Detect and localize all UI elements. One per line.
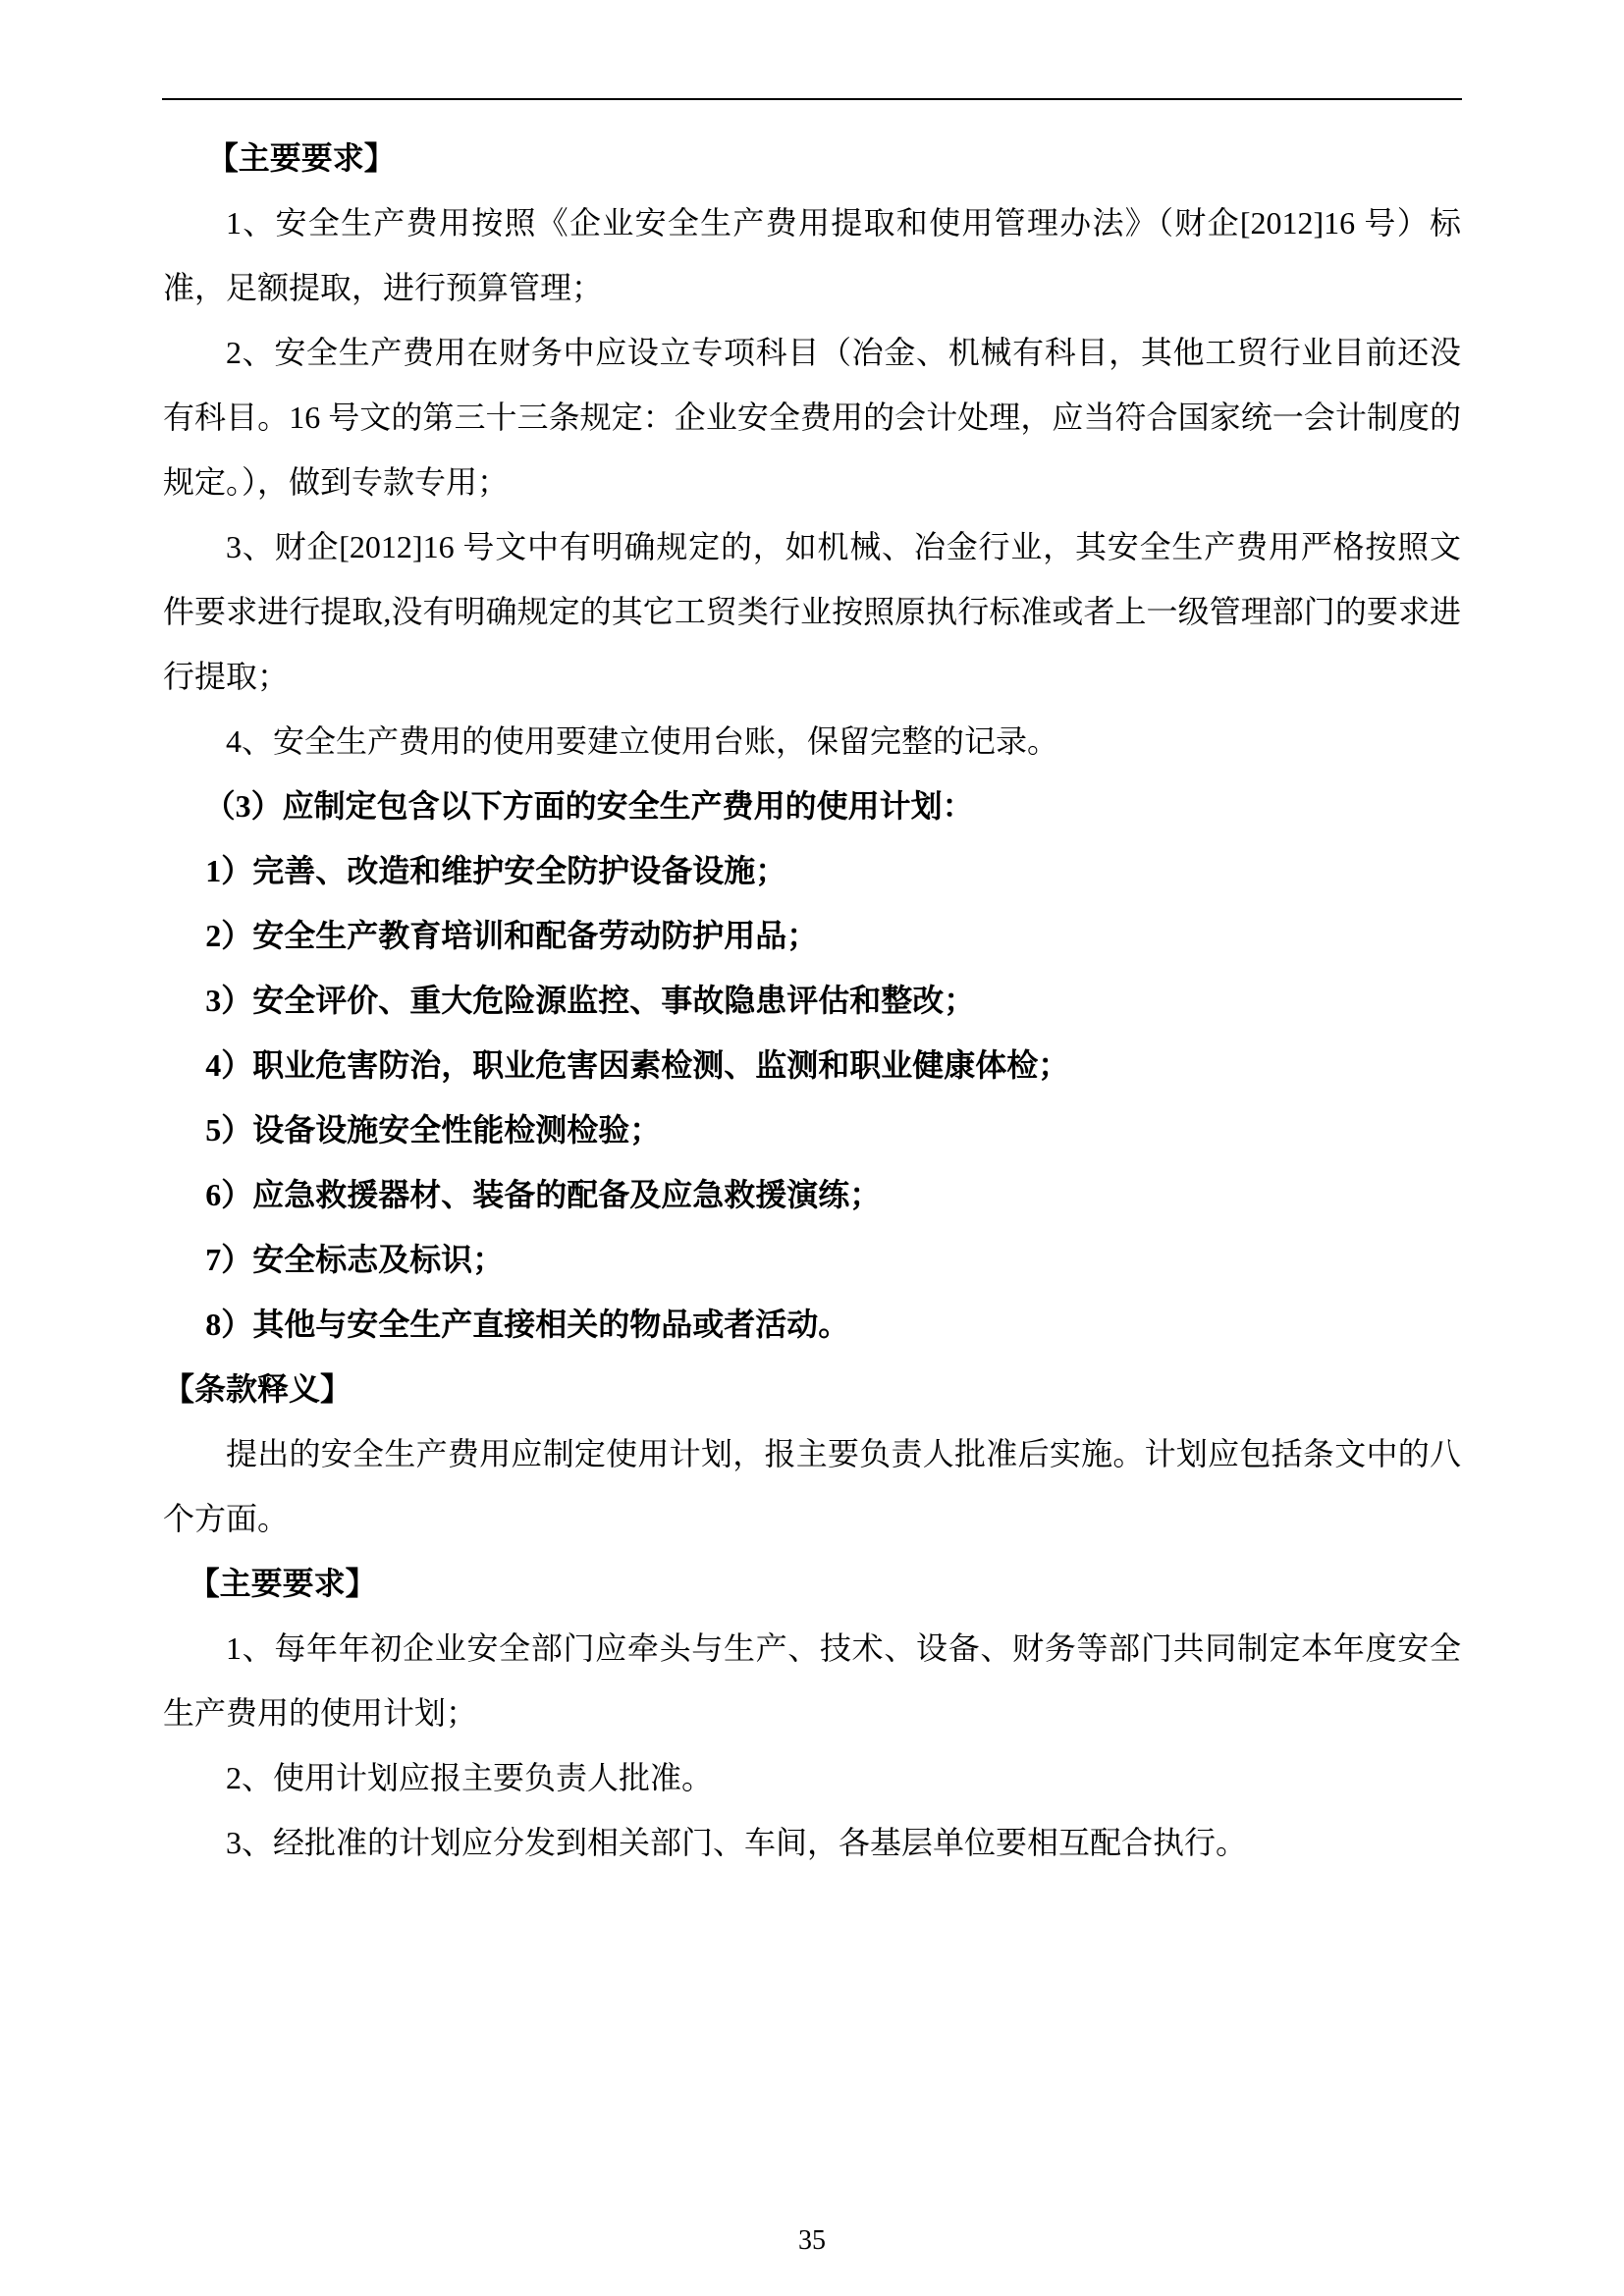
list-item: 4）职业危害防治，职业危害因素检测、监测和职业健康体检； [205, 1047, 1070, 1083]
paragraph: 3、经批准的计划应分发到相关部门、车间，各基层单位要相互配合执行。 [226, 1825, 1248, 1860]
paragraph: 3、财企[2012]16 号文中有明确规定的，如机械、冶金行业，其安全生产费用严格按照文件要求进行提取,没有明确规定的其它工贸类行业按照原执行标准或者上一级管理部门的要求进行提取； [163, 529, 1461, 694]
section-heading: 【主要要求】 [188, 1566, 377, 1601]
paragraph: 1、安全生产费用按照《企业安全生产费用提取和使用管理办法》（财企[2012]16 号）标准，足额提取，进行预算管理； [163, 205, 1461, 305]
list-item: 6）应急救援器材、装备的配备及应急救援演练； [205, 1177, 882, 1212]
list-item: 2）安全生产教育培训和配备劳动防护用品； [205, 918, 819, 953]
section-heading: 【条款释义】 [163, 1371, 352, 1407]
header-divider [162, 98, 1462, 100]
list-item: 5）设备设施安全性能检测检验； [205, 1112, 662, 1148]
list-item: 1）完善、改造和维护安全防护设备设施； [205, 853, 787, 888]
list-item: 7）安全标志及标识； [205, 1242, 505, 1277]
list-item: 8）其他与安全生产直接相关的物品或者活动。 [205, 1307, 850, 1342]
document-body [163, 126, 1461, 1875]
list-item: 3）安全评价、重大危险源监控、事故隐患评估和整改； [205, 983, 976, 1018]
paragraph: 4、安全生产费用的使用要建立使用台账，保留完整的记录。 [226, 723, 1059, 759]
paragraph: 2、使用计划应报主要负责人批准。 [226, 1760, 714, 1795]
section-heading: 【主要要求】 [206, 140, 396, 176]
paragraph: 2、安全生产费用在财务中应设立专项科目（冶金、机械有科目，其他工贸行业目前还没有科目。16 号文的第三十三条规定：企业安全费用的会计处理，应当符合国家统一会计制度的规定。），做到专款专用； [163, 335, 1461, 500]
paragraph: 1、每年年初企业安全部门应牵头与生产、技术、设备、财务等部门共同制定本年度安全生产费用的使用计划； [163, 1630, 1461, 1731]
page-number: 35 [798, 2225, 826, 2256]
sub-section-heading: （3）应制定包含以下方面的安全生产费用的使用计划： [203, 788, 974, 824]
paragraph: 提出的安全生产费用应制定使用计划，报主要负责人批准后实施。计划应包括条文中的八个方面。 [163, 1436, 1461, 1536]
